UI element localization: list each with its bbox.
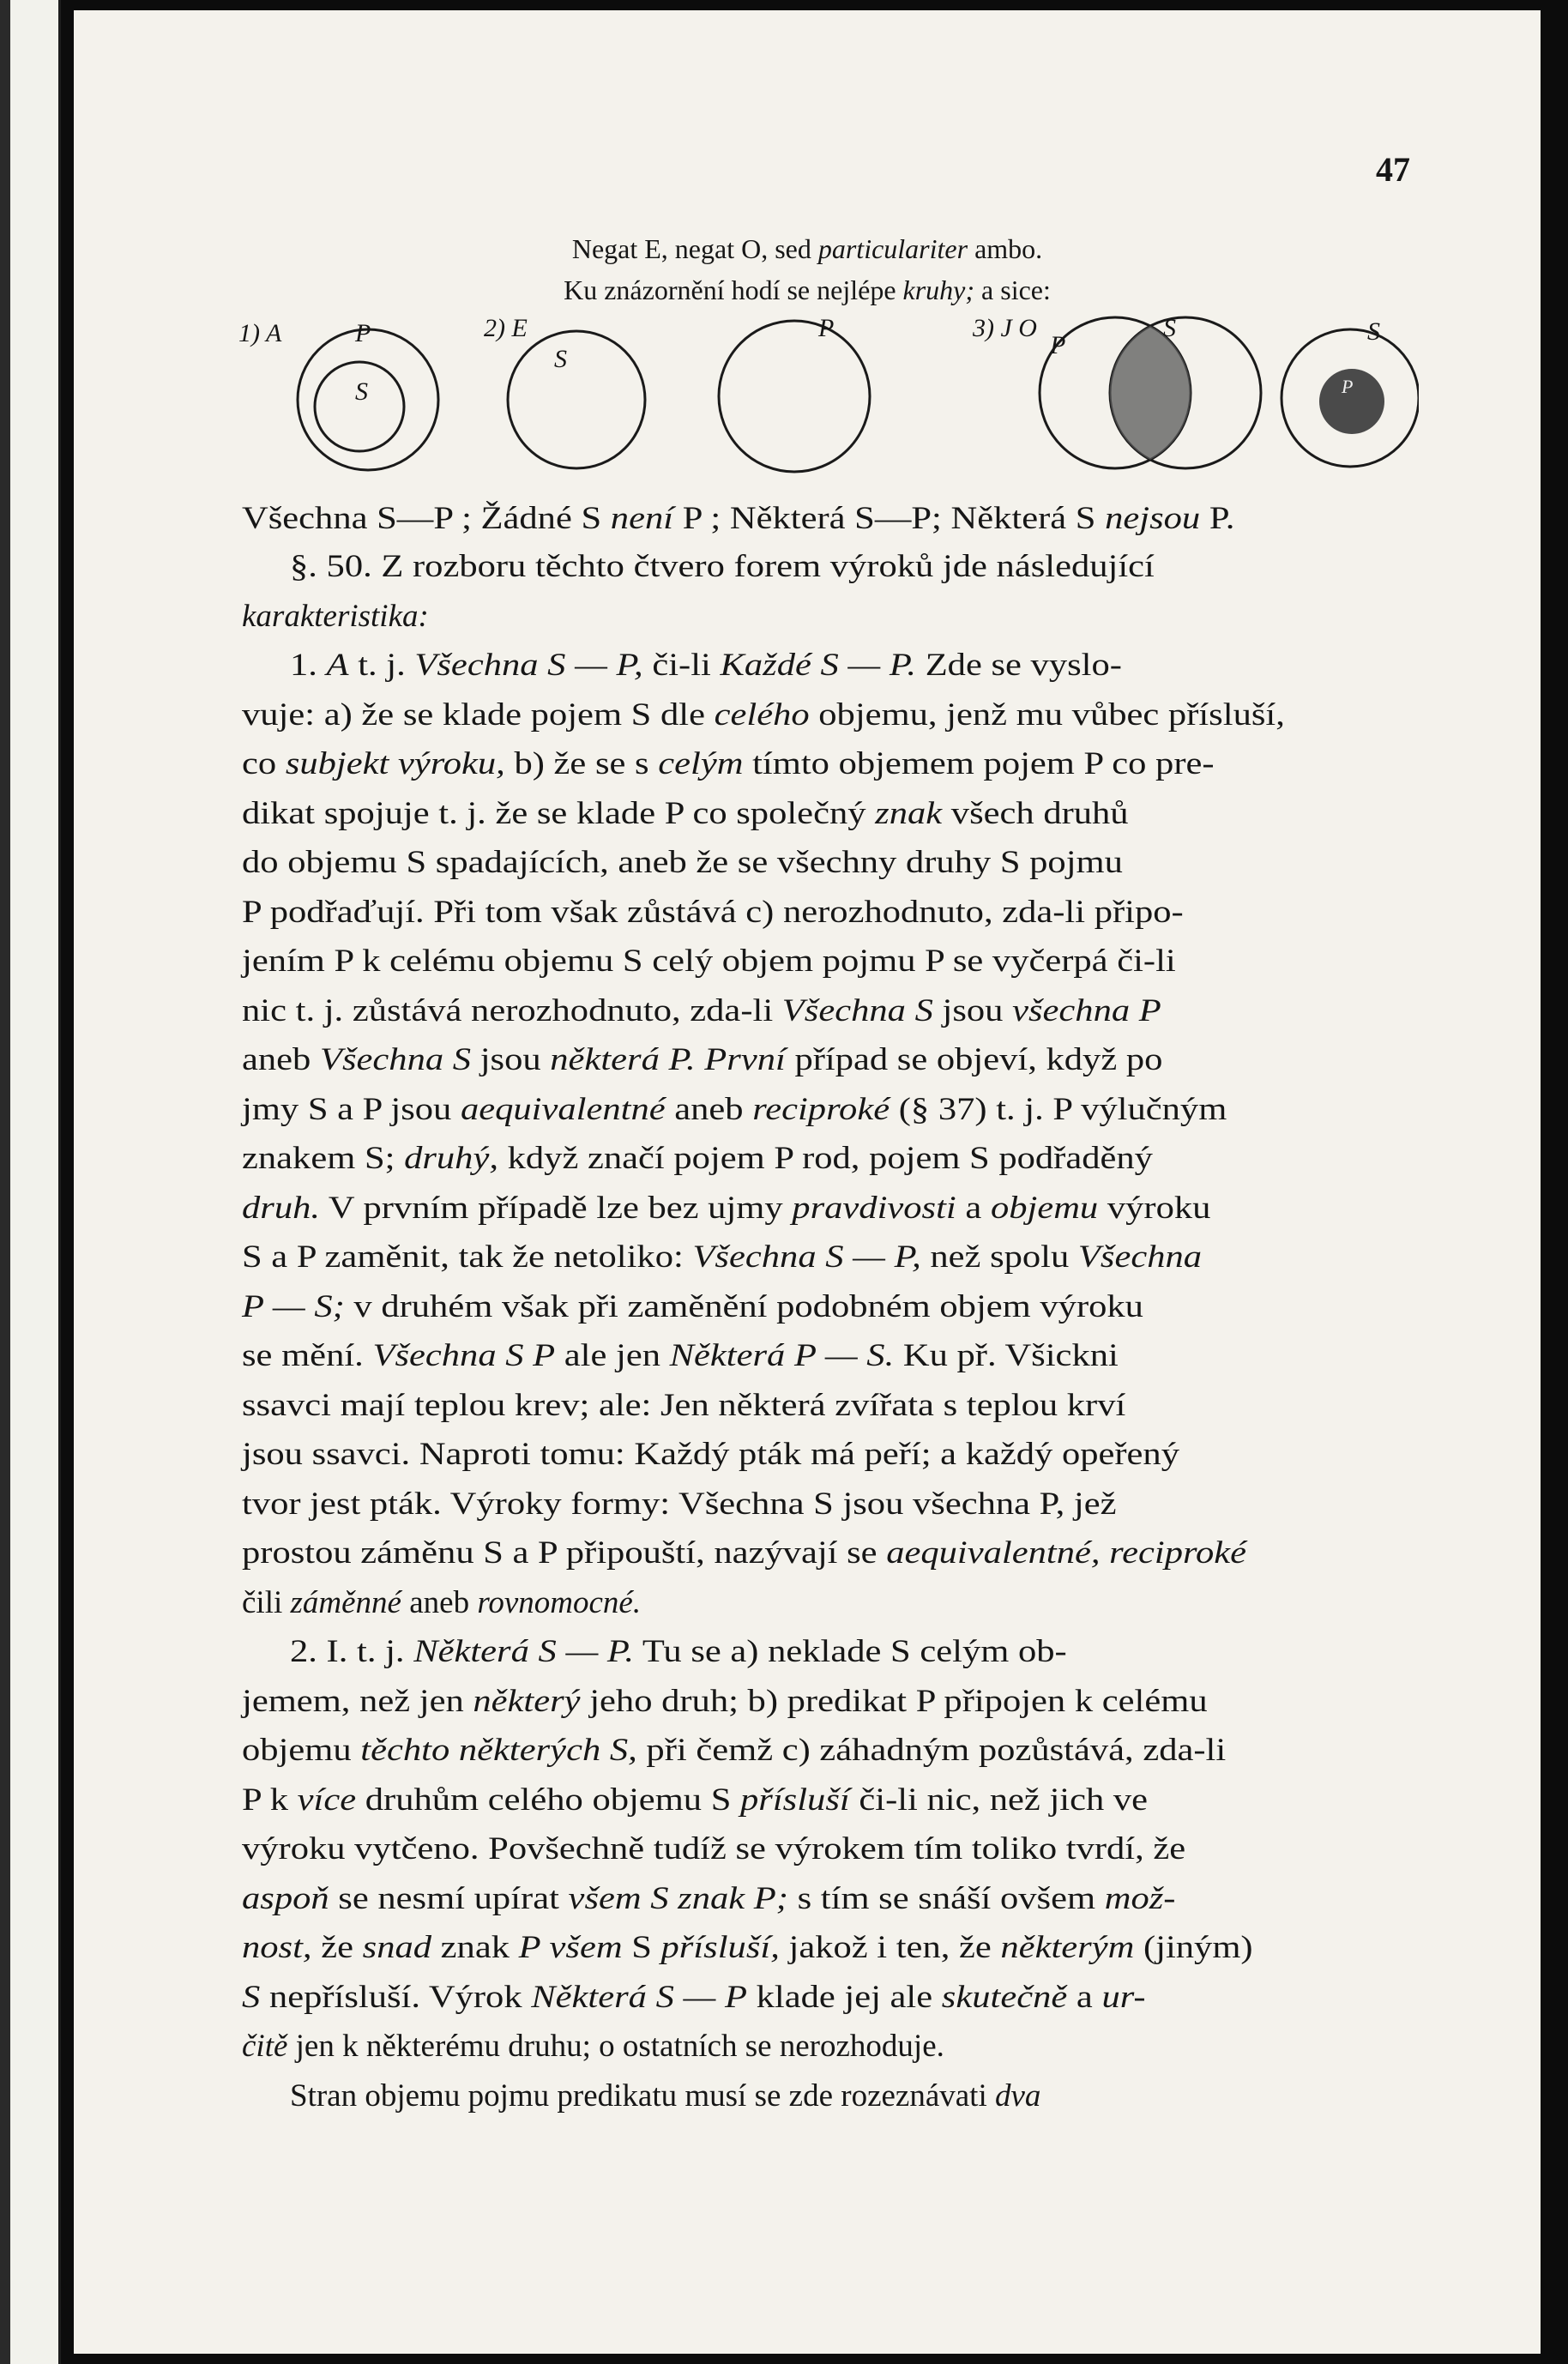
header-line-1 (74, 232, 1541, 266)
text-run: jsou ssavci. Naproti tomu: Každý pták má peří; a každý opeřený (242, 1437, 1179, 1472)
text-run: dikat spojuje t. j. že se klade P co společný (242, 796, 876, 831)
italic-text: aequivalentné, reciproké (886, 1535, 1247, 1571)
header-text: Ku znázornění hodí se nejlépe (564, 274, 903, 305)
italic-text: S (242, 1980, 261, 2015)
italic-text: pravdivosti (792, 1191, 956, 1226)
text-run: aneb (665, 1092, 753, 1127)
text-run: nic t. j. zůstává nerozhodnuto, zda-li (242, 993, 782, 1028)
circle-p-outer (298, 329, 438, 470)
text-run: objemu (242, 1733, 361, 1768)
text-line (290, 2077, 1040, 2116)
text-run: v druhém však při zaměnění podobném objem výroku (344, 1289, 1143, 1324)
text-line (242, 1189, 1210, 1228)
text-line (242, 1336, 1119, 1376)
fig-label: S (554, 345, 567, 373)
text-run: vuje: a) že se klade pojem S dle (242, 697, 715, 733)
text-run: všech druhů (942, 796, 1129, 831)
italic-text: skutečně (941, 1980, 1068, 2015)
fig-label: S (1163, 314, 1176, 342)
text-run: P. (1200, 501, 1235, 536)
text-run: 1. (290, 648, 327, 683)
fig-label: P (1050, 331, 1066, 359)
text-run: S a P zaměnit, tak že netoliko: (242, 1239, 693, 1275)
text-line (242, 843, 1123, 883)
text-line (242, 992, 1161, 1031)
italic-text: nost, (242, 1930, 312, 1965)
text-run: jen k některému druhu; o ostatních se nerozhoduje. (287, 2029, 944, 2064)
text-run: t. j. (348, 648, 415, 683)
text-line (242, 1682, 1208, 1722)
text-line (242, 1139, 1153, 1179)
italic-text: dva (995, 2078, 1041, 2114)
text-run: když značí pojem P rod, pojem S podřaděný (498, 1141, 1153, 1176)
text-run: Tu se a) neklade S celým ob- (634, 1634, 1067, 1669)
text-line (242, 1978, 1146, 2017)
text-line (242, 893, 1184, 932)
text-run: b) že se s (504, 746, 659, 781)
italic-text: rovnomocné. (477, 1585, 642, 1620)
text-run: P podřaďují. Při tom však zůstává c) nerozhodnuto, zda-li připo- (242, 895, 1184, 930)
italic-text: A (326, 648, 349, 683)
text-line (242, 1040, 1162, 1080)
italic-text: Některá P — S. (669, 1338, 895, 1373)
text-run: Zde se vyslo- (916, 648, 1122, 683)
text-run: se nesmí upírat (329, 1881, 569, 1916)
text-line (242, 1583, 641, 1623)
text-run: či-li nic, než jich ve (849, 1782, 1149, 1818)
italic-text: Všechna S (319, 1042, 472, 1077)
italic-text: P — S; (242, 1289, 345, 1324)
fig-label: S (1367, 317, 1380, 346)
text-line (290, 1632, 1067, 1672)
text-run: znak (431, 1930, 519, 1965)
italic-text: Všechna (1077, 1239, 1203, 1275)
italic-text: ur- (1101, 1980, 1146, 2015)
text-line (242, 1928, 1253, 1968)
text-run: čili (242, 1585, 291, 1620)
page-number: 47 (1376, 150, 1410, 189)
italic-text: Všechna S — P, (692, 1239, 921, 1275)
text-line (242, 2027, 944, 2066)
text-line (242, 597, 429, 636)
header-text: Negat E, negat O, sed (571, 233, 818, 264)
text-run: do objemu S spadajících, aneb že se všechny druhy S pojmu (242, 845, 1123, 880)
italic-text: subjekt výroku, (285, 746, 505, 781)
text-run: co (242, 746, 286, 781)
text-run: jsou (471, 1042, 551, 1077)
text-line (242, 1238, 1202, 1277)
text-line (242, 1731, 1226, 1770)
text-run: že (311, 1930, 363, 1965)
text-run: jsou (932, 993, 1013, 1028)
text-run: P ; Některá S—P; Některá S (673, 501, 1106, 536)
text-line (242, 1830, 1185, 1869)
italic-text: celým (658, 746, 744, 781)
text-line (242, 1090, 1227, 1130)
italic-text: všem S znak P; (568, 1881, 788, 1916)
circle-p (719, 321, 870, 472)
italic-text: aspoň (242, 1881, 329, 1916)
fig-label: 1) A (238, 319, 282, 347)
text-run: jmy S a P jsou (242, 1092, 461, 1127)
header-italic: kruhy; (902, 274, 975, 305)
italic-text: čitě (242, 2029, 288, 2064)
italic-text: Některá S — P (531, 1980, 747, 2015)
scan-edge-facing-page (10, 0, 61, 2364)
text-run: Ku př. Všickni (894, 1338, 1119, 1373)
text-run: jeho druh; b) predikat P připojen k celému (580, 1684, 1208, 1719)
header-italic: particulariter (817, 233, 968, 264)
text-run: či-li (642, 648, 721, 683)
text-run: (jiným) (1134, 1930, 1253, 1965)
italic-text: některý (473, 1684, 581, 1719)
header-text: ambo. (968, 233, 1043, 264)
italic-text: aequivalentné (460, 1092, 666, 1127)
italic-text: objemu (990, 1191, 1099, 1226)
text-run: klade jej ale (746, 1980, 942, 2015)
circle-diagrams (235, 314, 1419, 485)
italic-text: všechna P (1012, 993, 1161, 1028)
text-run: Všechna S—P ; Žádné S (242, 501, 611, 536)
italic-text: nejsou (1105, 501, 1201, 536)
text-run: tímto objemem pojem P co pre- (743, 746, 1215, 781)
text-run: 2. I. t. j. (290, 1634, 414, 1669)
italic-text: druh. (242, 1191, 321, 1226)
text-run: Stran objemu pojmu predikatu musí se zde rozeznávati (290, 2078, 995, 2114)
italic-text: Všechna S (781, 993, 933, 1028)
italic-text: některá P. První (550, 1042, 786, 1077)
text-line (242, 1435, 1179, 1474)
text-run: objemu, jenž mu vůbec přísluší, (809, 697, 1285, 733)
text-run: výroku (1098, 1191, 1211, 1226)
italic-text: celého (714, 697, 810, 733)
text-run: aneb (242, 1042, 320, 1077)
text-run: S (622, 1930, 661, 1965)
text-run: tvor jest pták. Výroky formy: Všechna S jsou všechna P, jež (242, 1487, 1117, 1522)
text-run: a (1067, 1980, 1102, 2015)
italic-text: Některá S — P. (413, 1634, 635, 1669)
fig-label: P (1342, 376, 1354, 397)
italic-text: mož- (1104, 1881, 1176, 1916)
italic-text: znak (875, 796, 943, 831)
text-line (290, 646, 1122, 685)
fig-label: P (818, 314, 835, 342)
text-run: §. 50. Z rozboru těchto čtvero forem výroků jde následující (290, 549, 1155, 584)
fig-label: 2) E (484, 314, 528, 342)
text-run: výroku vytčeno. Povšechně tudíž se výrokem tím toliko tvrdí, že (242, 1831, 1186, 1866)
text-run: s tím se snáší ovšem (787, 1881, 1105, 1916)
fig-label: P (355, 319, 371, 347)
text-run: druhům celého objemu S (356, 1782, 741, 1818)
text-run: než spolu (920, 1239, 1078, 1275)
text-run: ale jen (555, 1338, 670, 1373)
overlap-shading (1110, 326, 1191, 460)
header-line-2 (74, 273, 1541, 307)
text-run: se mění. (242, 1338, 373, 1373)
italic-text: reciproké (752, 1092, 890, 1127)
scan-edge-dark (0, 0, 10, 2364)
italic-text: přísluší (740, 1782, 850, 1818)
italic-text: P všem (518, 1930, 623, 1965)
text-line (290, 547, 1155, 587)
italic-text: druhý, (404, 1141, 498, 1176)
fig-label: 3) J O (973, 314, 1037, 342)
text-line (242, 1534, 1246, 1573)
text-run: při čemž c) záhadným pozůstává, zda-li (636, 1733, 1227, 1768)
italic-text: těchto některých S, (360, 1733, 637, 1768)
italic-text: není (610, 501, 674, 536)
text-line (242, 1386, 1125, 1426)
text-line (242, 696, 1285, 735)
italic-text: Všechna S — P, (414, 648, 643, 683)
italic-text: Každé S — P. (720, 648, 917, 683)
text-run: (§ 37) t. j. P výlučným (890, 1092, 1227, 1127)
text-line (242, 1288, 1143, 1327)
text-run: jením P k celému objemu S celý objem pojmu P se vyčerpá či-li (242, 944, 1176, 979)
circle-s (508, 331, 645, 468)
italic-text: více (297, 1782, 357, 1818)
text-run: prostou záměnu S a P připouští, nazývají se (242, 1535, 887, 1571)
text-line (242, 942, 1176, 981)
text-line (242, 745, 1215, 784)
text-line (242, 794, 1129, 834)
book-page (74, 10, 1541, 2354)
italic-text: Všechna S P (372, 1338, 556, 1373)
text-run: aneb (401, 1585, 478, 1620)
header-text: a sice: (974, 274, 1051, 305)
italic-text: karakteristika: (242, 599, 429, 634)
text-run: P k (242, 1782, 298, 1818)
figure-caption (242, 499, 1234, 539)
text-line (242, 1485, 1116, 1524)
fig-label: S (355, 377, 368, 406)
text-run: a (956, 1191, 991, 1226)
italic-text: snad (362, 1930, 432, 1965)
text-run: znakem S; (242, 1141, 405, 1176)
text-run: případ se objeví, když po (785, 1042, 1163, 1077)
italic-text: přísluší, (660, 1930, 780, 1965)
text-run: nepřísluší. Výrok (260, 1980, 532, 2015)
text-run: jemem, než jen (242, 1684, 473, 1719)
text-run: V prvním případě lze bez ujmy (320, 1191, 793, 1226)
text-run: jakož i ten, že (779, 1930, 1001, 1965)
text-line (242, 1879, 1175, 1919)
italic-text: záměnné (290, 1585, 401, 1620)
italic-text: některým (1000, 1930, 1135, 1965)
circle-s-inner (315, 362, 404, 451)
text-run: ssavci mají teplou krev; ale: Jen některá zvířata s teplou krví (242, 1388, 1126, 1423)
text-line (242, 1781, 1148, 1820)
